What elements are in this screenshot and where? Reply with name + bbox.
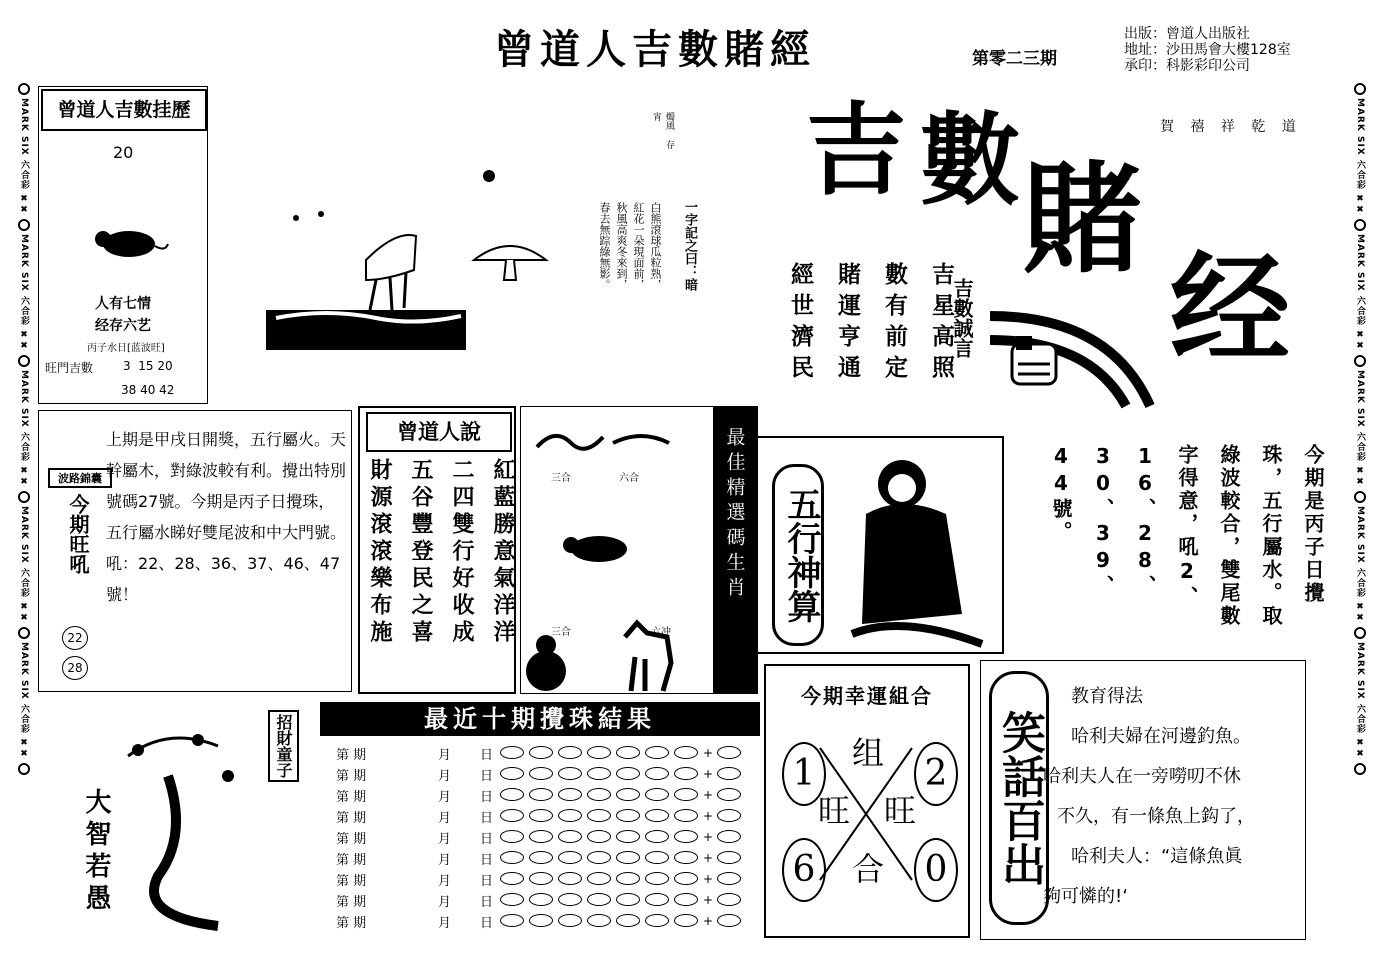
plus-icon: + (703, 745, 714, 760)
result-balls (500, 766, 746, 781)
result-ball (587, 809, 611, 822)
combo-number: 1 (782, 742, 826, 806)
result-special-ball (717, 851, 741, 864)
result-month-label: 月 (438, 853, 452, 868)
wuxing-box (754, 436, 1004, 654)
result-day-label: 日 (480, 790, 494, 805)
combo-word: 合 (852, 850, 885, 888)
result-ball (645, 851, 669, 864)
result-ball (500, 788, 524, 801)
joke-line: 哈利夫婦在河邊釣魚。 (1071, 726, 1251, 747)
result-ball (587, 914, 611, 927)
result-special-ball (717, 788, 741, 801)
result-ball (645, 767, 669, 780)
result-ball (674, 893, 698, 906)
result-balls (500, 808, 746, 823)
strip-text: MARK SIX 六合彩 ✖✖ (1355, 234, 1365, 352)
plus-icon: + (703, 892, 714, 907)
plus-icon: + (703, 829, 714, 844)
calendar-box (38, 86, 208, 404)
result-ball (616, 767, 640, 780)
result-row (320, 784, 760, 804)
riddle-caption: 燭風 存宵 (651, 112, 674, 149)
result-balls (500, 787, 746, 802)
result-ball (645, 914, 669, 927)
strip-text: MARK SIX 六合彩 ✖✖ (1355, 506, 1365, 624)
result-ball (529, 788, 553, 801)
result-ball (529, 851, 553, 864)
result-ball (558, 851, 582, 864)
result-ball (616, 851, 640, 864)
joke-line: 夠可憐的!‘ (1043, 886, 1128, 907)
joke-line: 哈利夫人在一旁嘮叨不休 (1043, 766, 1241, 787)
verse-line: 人有七情 (95, 296, 151, 312)
calendar-title: 曾道人吉數挂歷 (41, 89, 207, 131)
flower-icon (18, 219, 30, 231)
result-ball (529, 746, 553, 759)
result-period-label: 第 期 (336, 748, 367, 763)
strip-text: MARK SIX 六合彩 ✖✖ (19, 98, 29, 216)
flower-icon (18, 83, 30, 95)
result-special-ball (717, 872, 741, 885)
result-row (320, 826, 760, 846)
result-ball (616, 914, 640, 927)
right-side-strip (1350, 80, 1370, 940)
fist-money-icon (1006, 336, 1066, 396)
zodiac-label: 六合 (619, 473, 639, 484)
poem-col: 春去無踪綠無影。 (598, 202, 611, 290)
result-ball (558, 893, 582, 906)
result-ball (587, 767, 611, 780)
result-row (320, 805, 760, 825)
dragon-icon (535, 427, 605, 457)
deity-figure (842, 454, 992, 650)
result-row (320, 847, 760, 867)
plus-icon: + (703, 850, 714, 865)
mushroom-illustration (470, 232, 550, 282)
calendar-day: 20 (113, 143, 134, 162)
result-ball (587, 893, 611, 906)
publisher-line: 出版：曾道人出版社 (1124, 26, 1250, 42)
result-ball (587, 830, 611, 843)
motto-col: 吉星高照 (928, 262, 954, 386)
rat-icon (557, 527, 637, 567)
combo-word: 组 (852, 734, 885, 772)
says-col: 二四雙行好收成 (449, 458, 474, 647)
result-ball (674, 809, 698, 822)
result-ball (645, 788, 669, 801)
result-day-label: 日 (480, 895, 494, 910)
analysis-circle: 22 (62, 626, 88, 650)
result-ball (616, 893, 640, 906)
result-month-label: 月 (438, 790, 452, 805)
lucky-numbers-row1: 3 15 20 (123, 359, 173, 373)
result-ball (558, 788, 582, 801)
left-side-strip (14, 80, 34, 940)
result-ball (587, 788, 611, 801)
result-row (320, 763, 760, 783)
result-row (320, 889, 760, 909)
result-special-ball (717, 914, 741, 927)
strip-text: MARK SIX 六合彩 ✖✖ (19, 506, 29, 624)
calendar-verse (39, 293, 207, 337)
proverb-text: 大智若愚 (81, 788, 111, 916)
flower-icon (1354, 83, 1366, 95)
proverb-panel (38, 696, 266, 940)
plus-icon: + (703, 766, 714, 781)
plus-icon: + (703, 787, 714, 802)
result-ball (674, 746, 698, 759)
strip-text: MARK SIX 六合彩 ✖✖ (1355, 370, 1365, 488)
flower-icon (1354, 491, 1366, 503)
strip-text: MARK SIX 六合彩 ✖✖ (19, 370, 29, 488)
result-row (320, 868, 760, 888)
page-title: 曾道人吉數賭經 (494, 27, 816, 73)
monkey-icon (611, 427, 671, 457)
result-ball (558, 809, 582, 822)
combo-number: 6 (782, 838, 826, 902)
motto-title: 吉數誠言 (950, 278, 974, 358)
result-ball (674, 830, 698, 843)
combo-box (764, 664, 970, 938)
joke-title: 笑話百出 (989, 671, 1049, 925)
result-period-label: 第 期 (336, 769, 367, 784)
combo-title: 今期幸運組合 (801, 684, 933, 708)
result-special-ball (717, 830, 741, 843)
results-rows (320, 742, 760, 934)
zodiac-box (520, 406, 758, 694)
result-ball (529, 809, 553, 822)
result-balls (500, 850, 746, 865)
result-period-label: 第 期 (336, 811, 367, 826)
result-ball (529, 872, 553, 885)
zodiac-title: 最佳精選碼生肖 (723, 427, 746, 602)
result-ball (674, 788, 698, 801)
result-balls (500, 829, 746, 844)
result-ball (674, 872, 698, 885)
joke-box (980, 660, 1306, 940)
result-ball (500, 914, 524, 927)
motto-col: 數有前定 (881, 262, 907, 386)
monkey-sitting-icon (521, 633, 571, 693)
result-ball (558, 746, 582, 759)
strip-text: MARK SIX 六合彩 ✖✖ (1355, 98, 1365, 216)
riddle-title: 一字記之曰：暗 (682, 200, 697, 291)
riddle-poem (596, 202, 663, 332)
analysis-side-label: 今期旺吼 (66, 494, 90, 574)
result-ball (616, 872, 640, 885)
flower-icon (18, 355, 30, 367)
result-ball (645, 893, 669, 906)
result-ball (500, 809, 524, 822)
result-ball (645, 746, 669, 759)
result-ball (529, 830, 553, 843)
flower-icon (1354, 355, 1366, 367)
flower-icon (1354, 763, 1366, 775)
result-ball (529, 914, 553, 927)
says-col: 財源滾滾樂布施 (367, 458, 392, 647)
says-title: 曾道人說 (366, 412, 512, 452)
strip-text: MARK SIX 六合彩 ✖✖ (19, 642, 29, 760)
result-day-label: 日 (480, 853, 494, 868)
address-line: 地址：沙田馬會大樓128室 (1124, 42, 1291, 58)
result-ball (645, 809, 669, 822)
result-ball (500, 767, 524, 780)
says-col: 五谷豐登民之喜 (408, 458, 433, 647)
result-ball (558, 872, 582, 885)
results-title: 最近十期攪珠結果 (320, 702, 760, 736)
printer-line: 承印：科影彩印公司 (1124, 58, 1250, 74)
result-ball (558, 767, 582, 780)
verse-line: 经存六艺 (95, 318, 151, 334)
result-day-label: 日 (480, 769, 494, 784)
result-row (320, 910, 760, 930)
strip-text: MARK SIX 六合彩 ✖✖ (1355, 642, 1365, 760)
says-col: 紅藍勝意氣洋洋 (490, 458, 515, 647)
moon-icon (483, 170, 495, 182)
result-balls (500, 913, 746, 928)
masthead-char: 吉 (806, 92, 906, 209)
masthead-char: 賭 (1022, 151, 1142, 290)
result-ball (500, 872, 524, 885)
result-ball (674, 851, 698, 864)
rat-icon (89, 222, 169, 262)
lucky-label: 旺門吉數 (45, 361, 94, 375)
result-day-label: 日 (480, 874, 494, 889)
motto-col: 賭運亨通 (834, 262, 860, 386)
result-ball (558, 914, 582, 927)
poem-col: 秋風高爽冬來到， (615, 202, 628, 290)
deer-illustration (266, 200, 466, 350)
result-month-label: 月 (438, 874, 452, 889)
result-period-label: 第 期 (336, 853, 367, 868)
zodiac-label: 六冲 (651, 627, 671, 638)
masthead-corner-chars: 賀 禧 祥 乾 道 (1160, 119, 1302, 135)
flower-icon (1354, 219, 1366, 231)
result-balls (500, 871, 746, 886)
zodiac-label: 三合 (551, 473, 571, 484)
flower-icon (18, 763, 30, 775)
strip-text: MARK SIX 六合彩 ✖✖ (19, 234, 29, 352)
result-ball (529, 893, 553, 906)
result-ball (616, 809, 640, 822)
result-ball (500, 830, 524, 843)
combo-number: 0 (914, 838, 958, 902)
result-ball (500, 893, 524, 906)
analysis-text: 上期是甲戌日開獎，五行屬火。天幹屬木，對綠波較有利。攪出特別號碼27號。今期是丙子日攪珠，五行屬水睇好雙尾波和中大門號。吼：22、28、36、37、46、47號！ (106, 430, 347, 604)
result-month-label: 月 (438, 811, 452, 826)
result-day-label: 日 (480, 811, 494, 826)
result-ball (674, 914, 698, 927)
joke-line: 哈利夫人：“這條魚眞 (1071, 846, 1243, 867)
joke-line: 不久，有一條魚上鈎了， (1057, 806, 1255, 827)
result-ball (500, 746, 524, 759)
result-ball (587, 872, 611, 885)
motto-columns (784, 262, 958, 386)
result-special-ball (717, 746, 741, 759)
result-period-label: 第 期 (336, 832, 367, 847)
calendar-subnote: 丙子水日[蓝波旺] (87, 343, 165, 354)
result-balls (500, 745, 746, 760)
flower-icon (18, 627, 30, 639)
plus-icon: + (703, 871, 714, 886)
result-special-ball (717, 767, 741, 780)
result-ball (616, 830, 640, 843)
result-special-ball (717, 893, 741, 906)
says-box (358, 406, 516, 694)
result-period-label: 第 期 (336, 874, 367, 889)
result-month-label: 月 (438, 769, 452, 784)
result-ball (616, 746, 640, 759)
publisher-info (1124, 26, 1291, 74)
combo-word: 旺 (818, 792, 851, 830)
tip-text: 今期是丙子日攪珠，五行屬水。取綠波較合，雙尾數字得意，吼2、16、28、30、39、44號。 (1049, 444, 1325, 628)
result-period-label: 第 期 (336, 895, 367, 910)
horse-icon (617, 617, 677, 693)
result-special-ball (717, 809, 741, 822)
result-ball (558, 830, 582, 843)
analysis-badge: 波路錦囊 (48, 468, 112, 488)
result-period-label: 第 期 (336, 790, 367, 805)
result-day-label: 日 (480, 832, 494, 847)
zodiac-title-bar (713, 407, 757, 693)
joke-body (1043, 677, 1305, 917)
masthead-char: 经 (1170, 241, 1290, 380)
result-row (320, 742, 760, 762)
wuxing-title: 五行神算 (772, 464, 824, 646)
lucky-numbers-row2: 38 40 42 (121, 383, 175, 397)
result-day-label: 日 (480, 916, 494, 931)
issue-number: 第零二三期 (972, 49, 1057, 69)
results-panel (320, 702, 760, 936)
result-ball (645, 830, 669, 843)
combo-word: 旺 (884, 792, 917, 830)
motto-col: 經世濟民 (787, 262, 813, 386)
result-month-label: 月 (438, 895, 452, 910)
result-ball (500, 851, 524, 864)
zodiac-label: 三合 (551, 627, 571, 638)
plus-icon: + (703, 808, 714, 823)
result-ball (616, 788, 640, 801)
masthead-char: 數 (920, 102, 1020, 219)
poem-col: 紅花一朵現面前， (632, 202, 645, 290)
result-day-label: 日 (480, 748, 494, 763)
flower-icon (1354, 627, 1366, 639)
plus-icon: + (703, 913, 714, 928)
result-month-label: 月 (438, 748, 452, 763)
combo-number: 2 (914, 742, 958, 806)
tip-text-columns (1040, 444, 1334, 654)
results-side-label: 招財童子 (268, 710, 299, 782)
joke-line: 教育得法 (1071, 686, 1143, 707)
analysis-circle: 28 (62, 656, 88, 680)
poem-col: 白熊滾球瓜粒熟， (649, 202, 662, 290)
result-ball (645, 872, 669, 885)
says-columns (364, 458, 518, 647)
result-month-label: 月 (438, 832, 452, 847)
result-balls (500, 892, 746, 907)
flower-icon (18, 491, 30, 503)
result-ball (587, 746, 611, 759)
result-month-label: 月 (438, 916, 452, 931)
result-period-label: 第 期 (336, 916, 367, 931)
result-ball (587, 851, 611, 864)
result-ball (674, 767, 698, 780)
result-ball (529, 767, 553, 780)
